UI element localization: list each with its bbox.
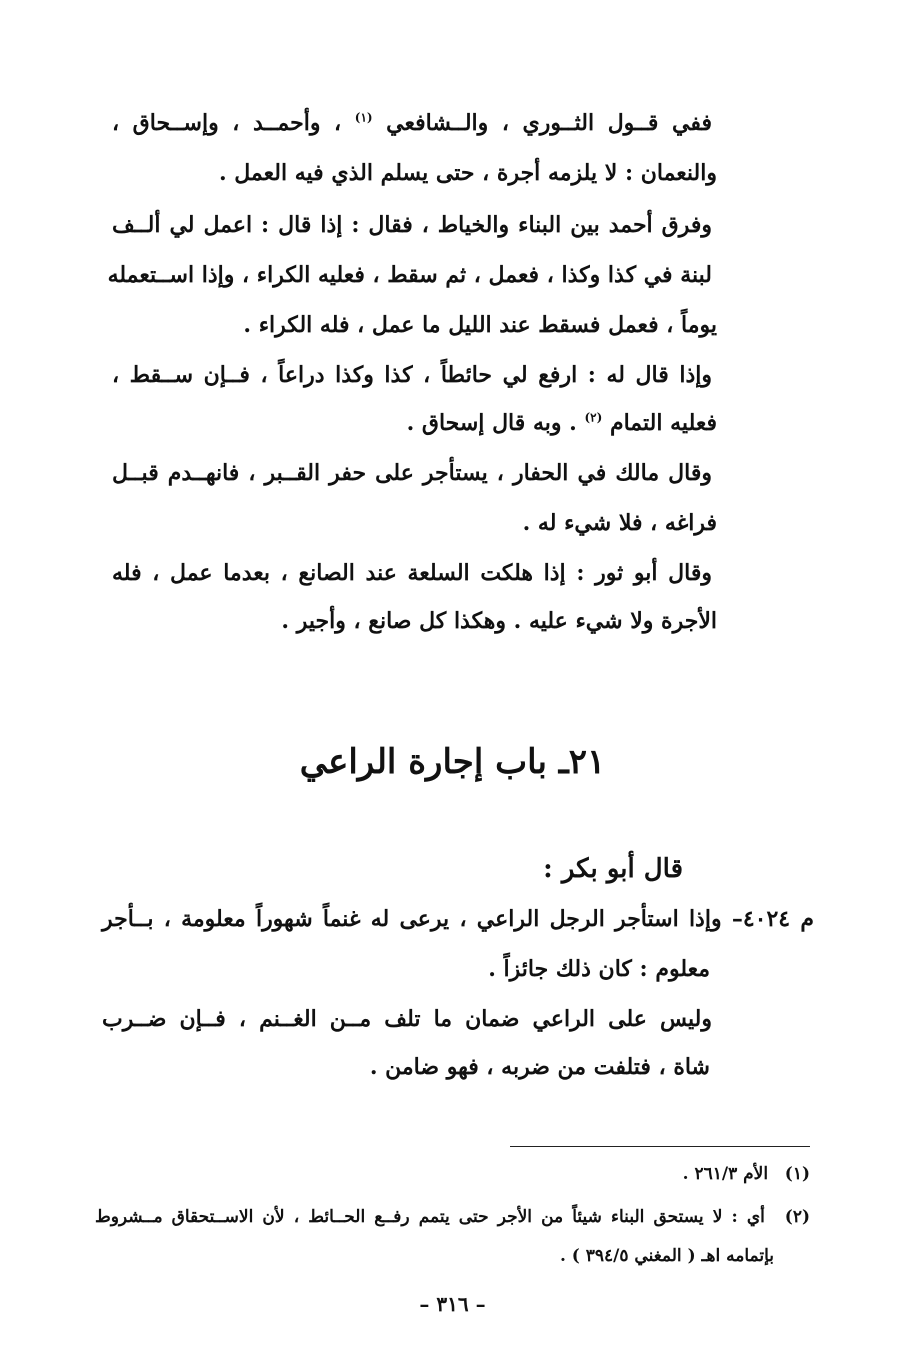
paragraph-2-line-3: يوماً ، فعمل فسقط عند الليل ما عمل ، فله الكراء . xyxy=(243,312,717,338)
text-run: فعليه التمام xyxy=(609,410,717,436)
footnote-2-number: (٢) xyxy=(784,1207,810,1227)
paragraph-5-line-1: وقال أبو ثور : إذا هلكت السلعة عند الصانع ، بعدما عمل ، فله xyxy=(112,560,712,586)
text-run: ، وأحمــد ، وإســحاق ، xyxy=(112,110,342,136)
text-run: ففي قــول الثــوري ، والــشافعي xyxy=(386,110,713,136)
masala-paragraph-2-line-2: شاة ، فتلفت من ضربه ، فهو ضامن . xyxy=(369,1054,710,1080)
footnote-1-number: (١) xyxy=(784,1164,810,1184)
paragraph-3-line-2 xyxy=(407,408,717,438)
footnote-2-text: أي : لا يستحق البناء شيئاً من الأجر حتى يتمم رفــع الحــائط ، لأن الاســتحقاق مــشروط xyxy=(95,1207,765,1227)
footnote-separator xyxy=(510,1146,810,1147)
footnote-1 xyxy=(683,1162,810,1186)
masala-4024-line-2: معلوم : كان ذلك جائزاً . xyxy=(488,956,710,982)
footnote-1-text: الأم ٢٦١/٣ . xyxy=(682,1164,769,1184)
masala-paragraph-2-line-1: وليس على الراعي ضمان ما تلف مــن الغــنم ، فــإن ضــرب xyxy=(102,1006,712,1032)
paragraph-4-line-2: فراغه ، فلا شيء له . xyxy=(522,510,717,536)
page-number: – ٣١٦ – xyxy=(419,1292,486,1316)
paragraph-5-line-2: الأجرة ولا شيء عليه . وهكذا كل صانع ، وأجير . xyxy=(281,608,717,634)
speaker-line: قال أبو بكر : xyxy=(543,854,683,884)
footnote-ref-1: (١) xyxy=(354,110,373,125)
paragraph-4-line-1: وقال مالك في الحفار ، يستأجر على حفر القــبر ، فانهــدم قبــل xyxy=(112,460,712,486)
paragraph-1-line-1 xyxy=(112,108,712,138)
paragraph-2-line-2: لبنة في كذا وكذا ، فعمل ، ثم سقط ، فعليه الكراء ، وإذا اســتعمله xyxy=(107,262,712,288)
masala-4024-line-1: م ٤٠٢٤– وإذا استأجر الرجل الراعي ، يرعى له غنماً شهوراً معلومة ، بــأجر xyxy=(102,906,814,932)
paragraph-2-line-1: وفرق أحمد بين البناء والخياط ، فقال : إذا قال : اعمل لي ألــف xyxy=(112,212,712,238)
text-run: . وبه قال إسحاق . xyxy=(406,410,577,436)
footnote-2-line-1 xyxy=(95,1205,810,1229)
section-heading: ٢١ـ باب إجارة الراعي xyxy=(299,742,606,782)
footnote-2-line-2: بإتمامه اهـ ( المغني ٣٩٤/٥ ) . xyxy=(559,1246,774,1266)
paragraph-3-line-1: وإذا قال له : ارفع لي حائطاً ، كذا وكذا دراعاً ، فــإن ســقط ، xyxy=(112,362,712,388)
footnote-ref-2: (٢) xyxy=(584,410,603,425)
paragraph-1-line-2: والنعمان : لا يلزمه أجرة ، حتى يسلم الذي فيه العمل . xyxy=(218,160,717,186)
